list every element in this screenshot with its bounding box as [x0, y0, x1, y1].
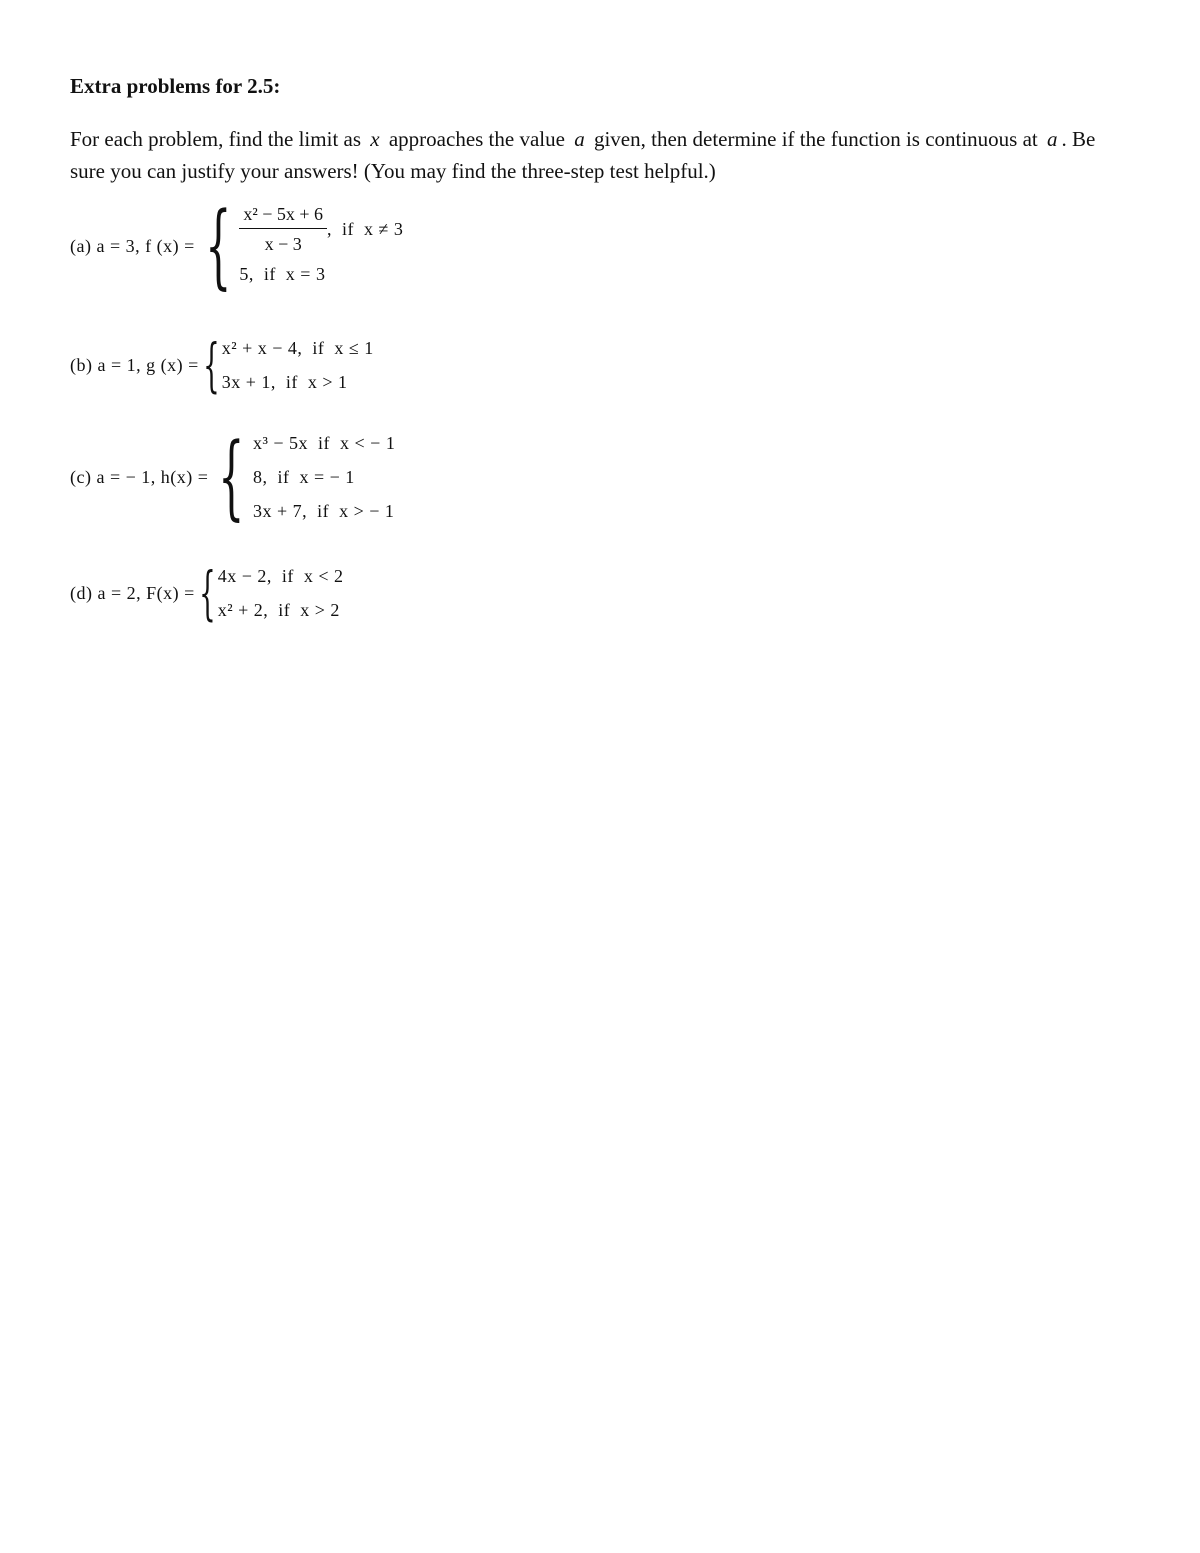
problem-lead: (c) a = − 1, h(x) =	[70, 466, 209, 487]
case-condition: , if x ≠ 3	[327, 219, 404, 239]
problem-lead: (a) a = 3, f (x) =	[70, 235, 195, 256]
left-brace: {	[202, 331, 220, 399]
case-row: x² + x − 4, if x ≤ 1	[221, 338, 374, 358]
problem-a	[70, 192, 404, 299]
instructions-paragraph	[70, 123, 1130, 187]
case-row: 3x + 7, if x > − 1	[252, 501, 395, 521]
piecewise-cases	[253, 426, 395, 528]
problem-lead: (b) a = 1, g (x) =	[70, 354, 199, 375]
instructions-text-4: . Be sure you can justify your answers! (You may find the three-step test helpful.)	[70, 127, 1096, 183]
page-title: Extra problems for 2.5:	[70, 74, 281, 98]
case-row: 8, if x = − 1	[252, 467, 355, 487]
variable-a: a	[574, 127, 585, 151]
case-row: x² + 2, if x > 2	[217, 600, 340, 620]
case-row: 5, if x = 3	[239, 263, 326, 284]
instructions-text-2: approaches the value	[388, 127, 565, 151]
case-row: 3x + 1, if x > 1	[221, 372, 348, 392]
problem-b	[70, 331, 374, 399]
case-row: x³ − 5x if x < − 1	[252, 433, 396, 453]
problem-d	[70, 559, 344, 627]
piecewise-cases	[222, 331, 374, 399]
piecewise-cases	[218, 559, 344, 627]
problem-lead: (d) a = 2, F(x) =	[70, 582, 195, 603]
left-brace: {	[198, 559, 216, 627]
variable-x: x	[370, 127, 380, 151]
instructions-text-1: For each problem, find the limit as	[70, 127, 362, 151]
fraction-denominator: x − 3	[264, 233, 302, 254]
fraction	[239, 202, 327, 257]
variable-a: a	[1047, 127, 1058, 151]
fraction-numerator: x² − 5x + 6	[239, 202, 327, 229]
left-brace: {	[218, 423, 245, 530]
piecewise-cases	[239, 202, 403, 291]
left-brace: {	[204, 192, 232, 299]
problem-c	[70, 423, 396, 530]
case-row	[239, 202, 403, 257]
case-row: 4x − 2, if x < 2	[217, 566, 344, 586]
instructions-text-3: given, then determine if the function is continuous at	[593, 127, 1038, 151]
